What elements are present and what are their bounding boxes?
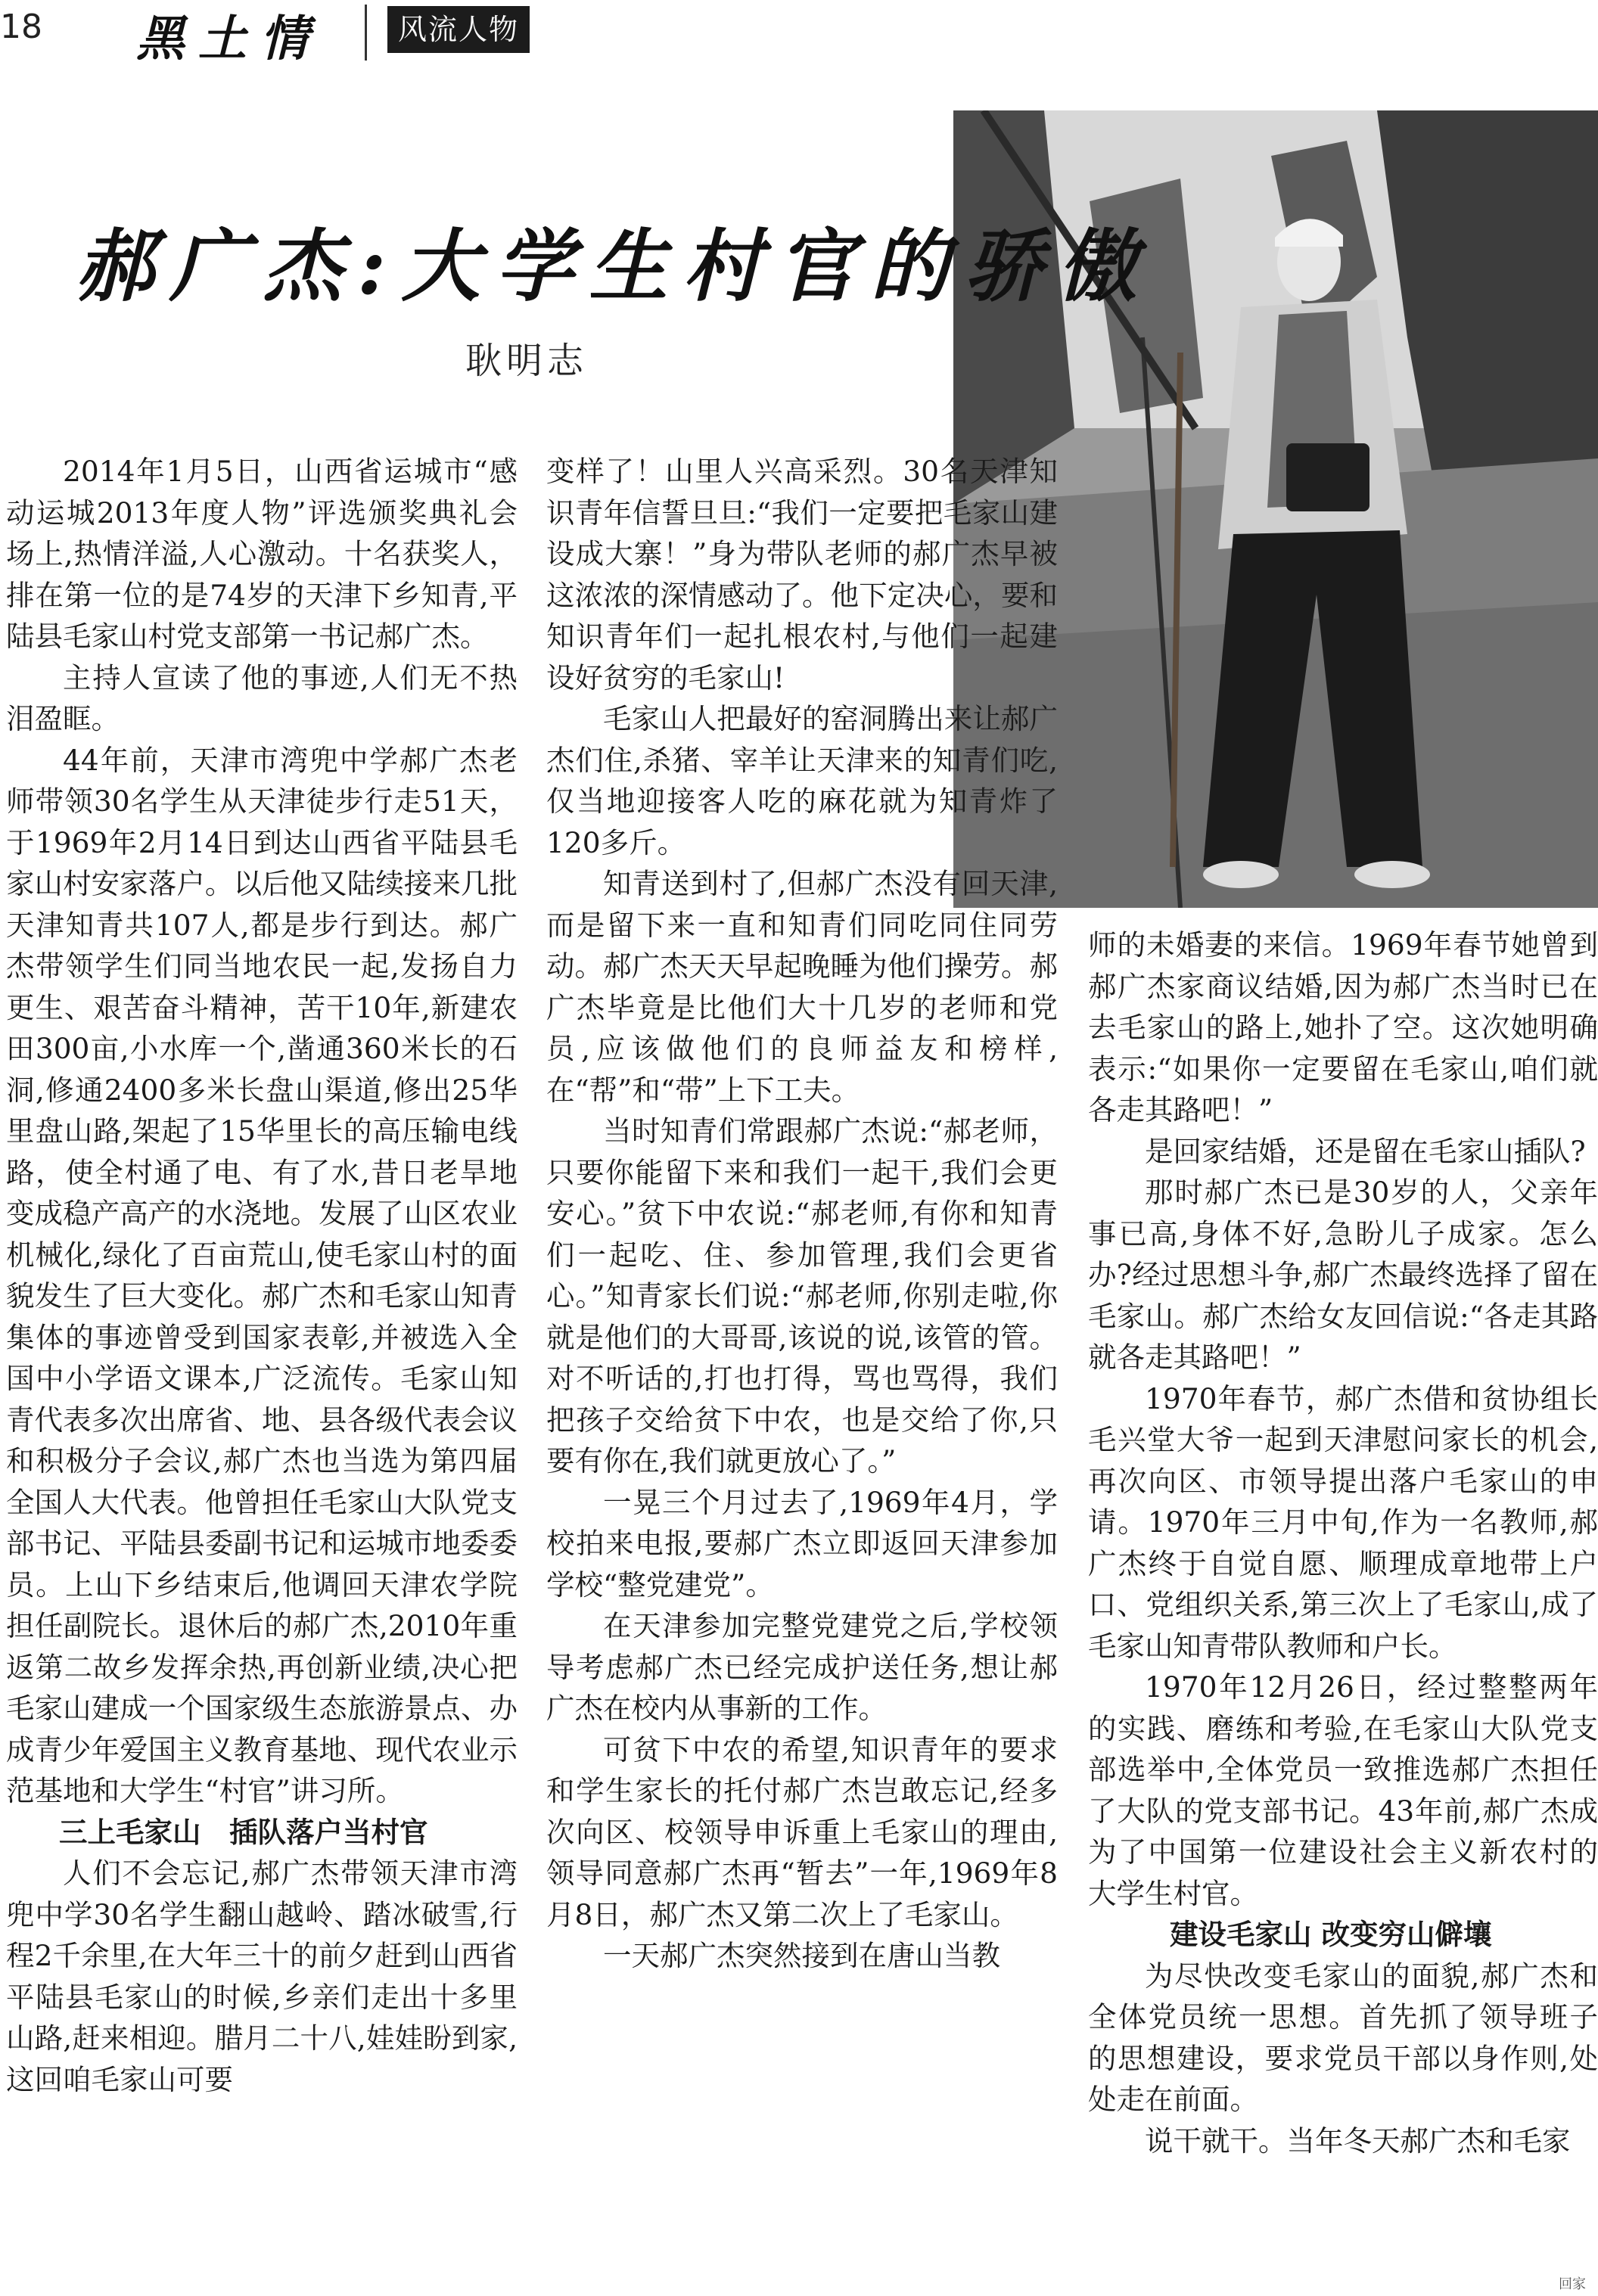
- watermark: 回家: [1559, 2276, 1586, 2292]
- paragraph: 是回家结婚，还是留在毛家山插队?: [1145, 1134, 1586, 1168]
- paragraph: 人们不会忘记,郝广杰带领天津市湾兜中学30名学生翻山越岭、踏冰破雪,行程2千余里,在大年三十的前夕赶到山西省平陆县毛家山的时候,乡亲们走出十多里山路,赶来相迎。腊月二十八,娃娃盼到家,这回咱毛家山可要: [6, 1856, 518, 2096]
- paragraph: 变样了！山里人兴高采烈。30名天津知识青年信誓旦旦:“我们一定要把毛家山建设成大寨！”身为带队老师的郝广杰早被这浓浓的深情感动了。他下定决心，要和知识青年们一起扎根农村,与他们一起建设好贫穷的毛家山!: [546, 455, 1058, 694]
- header-divider: [365, 5, 367, 61]
- paragraph: 1970年12月26日，经过整整两年的实践、磨练和考验,在毛家山大队党支部选举中,全体党员一致推选郝广杰担任了大队的党支部书记。43年前,郝广杰成为了中国第一位建设社会主义新农村的大学生村官。: [1088, 1670, 1598, 1910]
- magazine-masthead: 黑土情: [136, 11, 322, 67]
- paragraph: 毛家山人把最好的窑洞腾出来让郝广杰们住,杀猪、宰羊让天津来的知青们吃,仅当地迎接客人吃的麻花就为知青炸了120多斤。: [546, 702, 1058, 859]
- paragraph: 知青送到村了,但郝广杰没有回天津,而是留下来一直和知青们同吃同住同劳动。郝广杰天天早起晚睡为他们操劳。郝广杰毕竟是比他们大十几岁的老师和党员,应该做他们的良师益友和榜样,在“帮”和“带”上下工夫。: [546, 867, 1058, 1107]
- section-heading: 三上毛家山 插队落户当村官: [59, 1815, 428, 1849]
- paragraph: 为尽快改变毛家山的面貌,郝广杰和全体党员统一思想。首先抓了领导班子的思想建设，要求党员干部以身作则,处处走在前面。: [1088, 1959, 1598, 2116]
- paragraph: 可贫下中农的希望,知识青年的要求和学生家长的托付郝广杰岂敢忘记,经多次向区、校领导申诉重上毛家山的理由,领导同意郝广杰再“暂去”一年,1969年8月8日，郝广杰又第二次上了毛家山。: [546, 1732, 1058, 1931]
- paragraph: 那时郝广杰已是30岁的人，父亲年事已高,身体不好,急盼儿子成家。怎么办?经过思想斗争,郝广杰最终选择了留在毛家山。郝广杰给女友回信说:“各走其路就各走其路吧！”: [1088, 1176, 1598, 1374]
- paragraph: 在天津参加完整党建党之后,学校领导考虑郝广杰已经完成护送任务,想让郝广杰在校内从事新的工作。: [546, 1609, 1058, 1725]
- author-byline: 耿明志: [465, 340, 589, 382]
- article-title: 郝广杰:大学生村官的骄傲: [76, 219, 1152, 312]
- text-column-1: [6, 451, 518, 2100]
- paragraph: 师的未婚妻的来信。1969年春节她曾到郝广杰家商议结婚,因为郝广杰当时已在去毛家山的路上,她扑了空。这次她明确表示:“如果你一定要留在毛家山,咱们就各走其路吧！”: [1088, 928, 1598, 1126]
- paragraph: 一天郝广杰突然接到在唐山当教: [603, 1939, 1000, 1972]
- section-heading: 建设毛家山 改变穷山僻壤: [1170, 1918, 1492, 1951]
- section-tag: 风流人物: [387, 6, 530, 53]
- page-number: 18: [0, 8, 42, 46]
- paragraph: 主持人宣读了他的事迹,人们无不热泪盈眶。: [6, 660, 518, 735]
- text-column-3: [1088, 924, 1598, 2161]
- paragraph: 说干就干。当年冬天郝广杰和毛家: [1145, 2124, 1571, 2158]
- paragraph: 44年前，天津市湾兜中学郝广杰老师带领30名学生从天津徒步行走51天，于1969年2月14日到达山西省平陆县毛家山村安家落户。以后他又陆续接来几批天津知青共107人,都是步行到达。郝广杰带领学生们同当地农民一起,发扬自力更生、艰苦奋斗精神，苦干10年,新建农田300亩,小水库一个,凿通360米长的石洞,修通2400多米长盘山渠道,修出25华里盘山路,架起了15华里长的高压输电线路，使全村通了电、有了水,昔日老旱地变成稳产高产的水浇地。发展了山区农业机械化,绿化了百亩荒山,使毛家山村的面貌发生了巨大变化。郝广杰和毛家山知青集体的事迹曾受到国家表彰,并被选入全国中小学语文课本,广泛流传。毛家山知青代表多次出席省、地、县各级代表会议和积极分子会议,郝广杰也当选为第四届全国人大代表。他曾担任毛家山大队党支部书记、平陆县委副书记和运城市地委委员。上山下乡结束后,他调回天津农学院担任副院长。退休后的郝广杰,2010年重返第二故乡发挥余热,再创新业绩,决心把毛家山建成一个国家级生态旅游景点、办成青少年爱国主义教育基地、现代农业示范基地和大学生“村官”讲习所。: [6, 743, 518, 1807]
- paragraph: 当时知青们常跟郝广杰说:“郝老师，只要你能留下来和我们一起干,我们会更安心。”贫下中农说:“郝老师,有你和知青们一起吃、住、参加管理,我们会更省心。”知青家长们说:“郝老师,你别走啦,你就是他们的大哥哥,该说的说,该管的管。对不听话的,打也打得，骂也骂得，我们把孩子交给贫下中农，也是交给了你,只要有你在,我们就更放心了。”: [546, 1114, 1058, 1477]
- text-column-2: [546, 451, 1058, 1977]
- paragraph: 2014年1月5日，山西省运城市“感动运城2013年度人物”评选颁奖典礼会场上,热情洋溢,人心激动。十名获奖人，排在第一位的是74岁的天津下乡知青,平陆县毛家山村党支部第一书记郝广杰。: [6, 455, 518, 653]
- paragraph: 一晃三个月过去了,1969年4月，学校拍来电报,要郝广杰立即返回天津参加学校“整党建党”。: [546, 1485, 1058, 1602]
- paragraph: 1970年春节，郝广杰借和贫协组长毛兴堂大爷一起到天津慰问家长的机会,再次向区、市领导提出落户毛家山的申请。1970年三月中旬,作为一名教师,郝广杰终于自觉自愿、顺理成章地带上户口、党组织关系,第三次上了毛家山,成了毛家山知青带队教师和户长。: [1088, 1381, 1598, 1663]
